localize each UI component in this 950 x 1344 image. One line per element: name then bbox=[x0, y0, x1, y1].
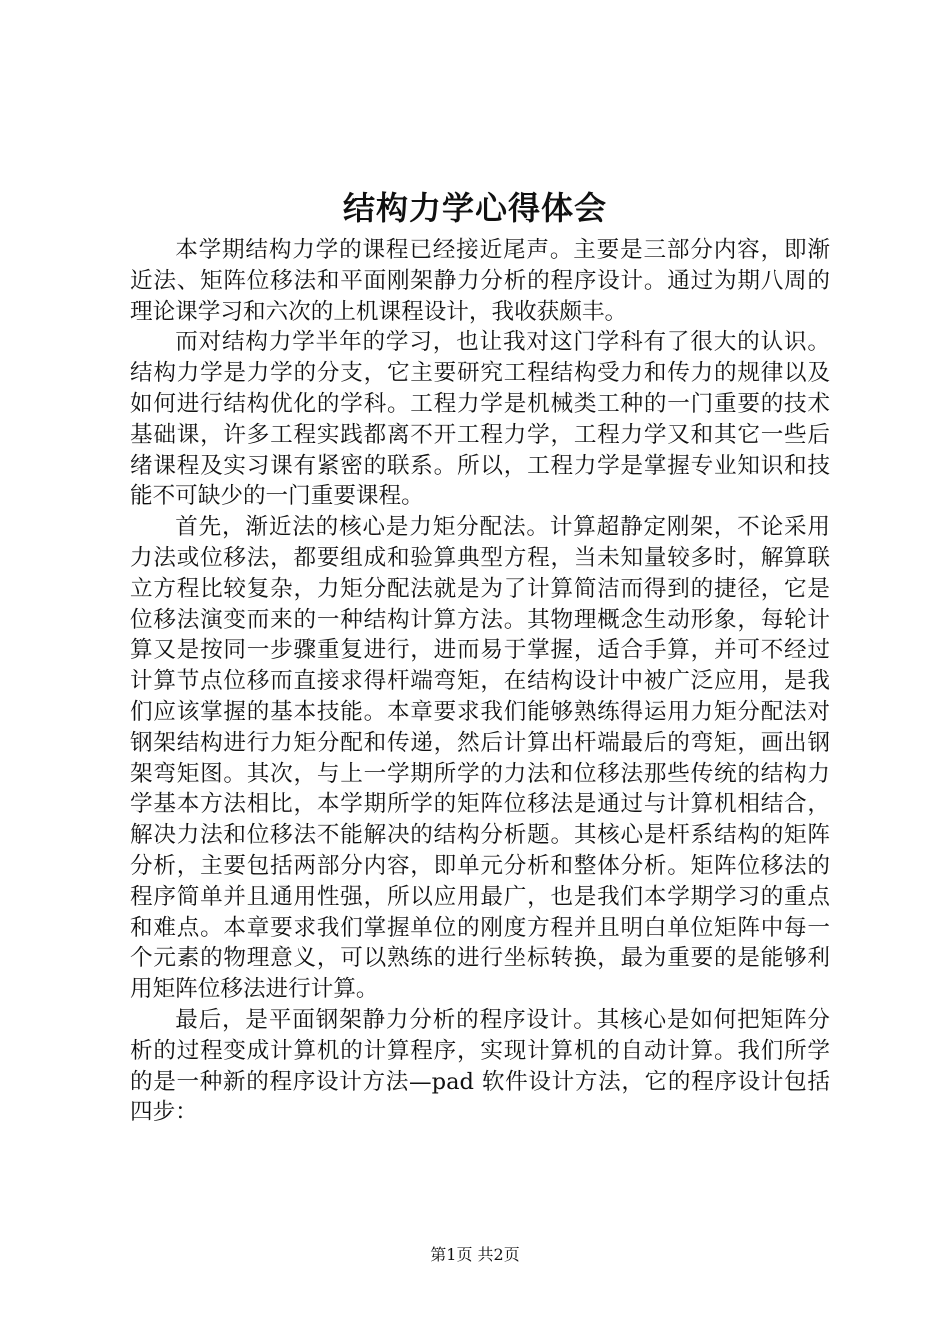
paragraph-program-design: 最后，是平面钢架静力分析的程序设计。其核心是如何把矩阵分析的过程变成计算机的计算程序，实现计算机的自动计算。我们所学的是一种新的程序设计方法—pad 软件设计方法，它的程序设计包括四步： bbox=[130, 1006, 830, 1126]
paragraph-understanding: 而对结构力学半年的学习，也让我对这门学科有了很大的认识。结构力学是力学的分支，它主要研究工程结构受力和传力的规律以及如何进行结构优化的学科。工程力学是机械类工种的一门重要的技术基础课，许多工程实践都离不开工程力学，工程力学又和其它一些后绪课程及实习课有紧密的联系。所以，工程力学是掌握专业知识和技能不可缺少的一门重要课程。 bbox=[130, 329, 830, 510]
document-body bbox=[130, 235, 830, 1128]
paragraph-methods: 首先，渐近法的核心是力矩分配法。计算超静定刚架，不论采用力法或位移法，都要组成和验算典型方程，当未知量较多时，解算联立方程比较复杂，力矩分配法就是为了计算简洁而得到的捷径，它是位移法演变而来的一种结构计算方法。其物理概念生动形象，每轮计算又是按同一步骤重复进行，进而易于掌握，适合手算，并可不经过计算节点位移而直接求得杆端弯矩，在结构设计中被广泛应用，是我们应该掌握的基本技能。本章要求我们能够熟练得运用力矩分配法对钢架结构进行力矩分配和传递，然后计算出杆端最后的弯矩，画出钢架弯矩图。其次，与上一学期所学的力法和位移法那些传统的结构力学基本方法相比，本学期所学的矩阵位移法是通过与计算机相结合，解决力法和位移法不能解决的结构分析题。其核心是杆系结构的矩阵分析，主要包括两部分内容，即单元分析和整体分析。矩阵位移法的程序简单并且通用性强，所以应用最广，也是我们本学期学习的重点和难点。本章要求我们掌握单位的刚度方程并且明白单位矩阵中每一个元素的物理意义，可以熟练的进行坐标转换，最为重要的是能够利用矩阵位移法进行计算。 bbox=[130, 514, 830, 1003]
page-footer: 第1页 共2页 bbox=[430, 1245, 520, 1264]
document-title: 结构力学心得体会 bbox=[342, 189, 607, 227]
paragraph-intro: 本学期结构力学的课程已经接近尾声。主要是三部分内容，即渐近法、矩阵位移法和平面刚架静力分析的程序设计。通过为期八周的理论课学习和六次的上机课程设计，我收获颇丰。 bbox=[130, 237, 830, 325]
